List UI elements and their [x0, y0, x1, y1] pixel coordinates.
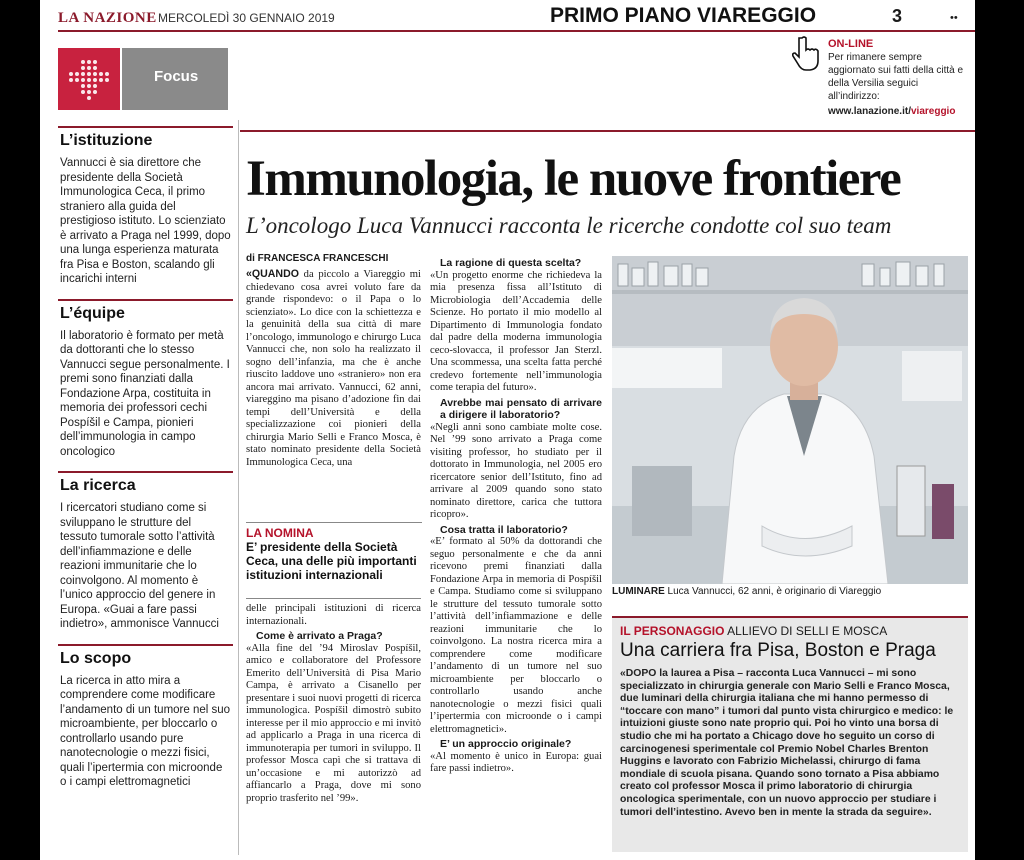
article-byline: di FRANCESCA FRANCESCHI	[246, 253, 389, 264]
interview-answer: «Un progetto enorme che richiedeva la mia presenza fissa all’Istituto di Microbiologia dell’Accademia delle Scienze. Ho portato il mio modello al Dipartimento di Immunologia fondato dal padre della moderna immunologia ceco-slovacca, il professor Jan Sterzl. Una scommessa, una scelta fatta perché credevo fortemente nell’immunologia come terapia del futuro».	[430, 269, 602, 393]
portrait-photo	[612, 256, 968, 584]
online-box	[828, 38, 968, 118]
focus-logo	[58, 48, 120, 110]
nomina-callout	[246, 522, 422, 582]
sidebar-box-scopo	[58, 644, 233, 796]
interview-answer: «Negli anni sono cambiate molte cose. Nel ’99 sono arrivato a Praga come visiting professor, ho studiato per il dottorato in Immunologia, nel 2005 ero ricercatore senior dell’Istituto, fino ad arrivare al 2009 quando sono stato nominato direttore, carica che tuttora ricopro».	[430, 421, 602, 520]
online-url-base: www.lanazione.it/	[828, 106, 911, 117]
interview-question: La ragione di questa scelta?	[440, 257, 582, 269]
box-kicker	[620, 624, 960, 638]
lead-word: «QUANDO	[246, 268, 299, 280]
sidebar-box-equipe	[58, 299, 233, 466]
caption-label: LUMINARE	[612, 586, 665, 597]
focus-label: Focus	[122, 48, 228, 110]
interview-answer: «E’ formato al 50% da dottorandi che seguo personalmente e che da anni ricevono premi finanziati dalla Fondazione Arpa in memoria di Pospíšil e Campa. Studiamo come si sviluppano le strutture del tessuto tumorale sotto l’attività dell’infiammazione e delle reazioni immunitarie che lo coinvolgono. La nostra ricerca mira a comprendere come modificare l’andamento di un tumore nel suo microambiente per bloccarlo o controllarlo usando anche nanotecnologie o mezzi fisici quali l’ipertermia con microonde o i campi elettromagnetici».	[430, 536, 602, 735]
interview-question: Cosa tratta il laboratorio?	[440, 523, 568, 536]
pointing-hand-icon	[792, 36, 822, 72]
article-paragraph	[246, 268, 421, 469]
issue-date: MERCOLEDÌ 30 GENNAIO 2019	[158, 11, 335, 25]
box-title: Una carriera fra Pisa, Boston e Praga	[620, 640, 936, 661]
interview-question: E’ un approccio originale?	[440, 738, 572, 750]
sidebar-box-istituzione	[58, 126, 233, 293]
sidebar	[58, 120, 233, 796]
page-number: 3	[892, 6, 903, 26]
newspaper-page	[40, 0, 975, 860]
sidebar-title: L’équipe	[58, 299, 233, 325]
nomina-label: LA NOMINA	[246, 526, 314, 540]
newspaper-brand: LA NAZIONE	[58, 10, 157, 26]
section-title: PRIMO PIANO VIAREGGIO	[550, 4, 817, 27]
sidebar-text: Il laboratorio è formato per metà da dottoranti che lo stesso Vannucci segue personalmente. I premi sono finanziati dalla Fondazione Arpa, costituita in memoria dei professori cechi Pospíšil e Campa, pionieri dell’immunologia in campo oncologico	[60, 329, 230, 458]
sidebar-box-ricerca	[58, 471, 233, 638]
sidebar-text: Vannucci è sia direttore che presidente della Società Immunologica Ceca, il primo straniero alla guida del prestigioso istituto. Lo scienziato è arrivato a Praga nel 1999, dopo una lunga esperienza maturata fra Pisa e Boston, scalando gli incarichi interni	[60, 157, 231, 285]
box-label: IL PERSONAGGIO	[620, 624, 725, 638]
personaggio-box	[612, 616, 968, 852]
online-url[interactable]	[828, 105, 968, 118]
article-column-2	[430, 255, 602, 776]
online-title: ON-LINE	[828, 38, 874, 50]
interview-answer: «Al momento è unico in Europa: guai fare passi indietro».	[430, 750, 602, 774]
interview-question: Come è arrivato a Praga?	[256, 630, 383, 642]
article-column-1-continued	[246, 598, 421, 805]
sidebar-text: La ricerca in atto mira a comprendere come modificare l’andamento di un tumore nel suo microambiente, per bloccarlo o controllarlo usando pure nanotecnologie o mezzi fisici, quali l’ipertermia con microonde o i campi elettromagnetici	[60, 674, 231, 788]
box-text: «DOPO la laurea a Pisa – racconta Luca Vannucci – mi sono specializzato in chirurgia generale con Mario Selli e Franco Mosca, due luminari della chirurgia italiana che mi hanno permesso di “toccare con mano” i tumori dal punto vista chirurgico e medico: le intuizioni giuste sono nate proprio qui. Poi ho vinto una borsa di studio che mi ha portato a Chicago dove ho seguito un corso di carcinogenesi sperimentale col Premio Nobel Charles Brenton Huggins e lavorato con Fabrizio Michelassi, chirurgo di fama mondiale di scuola pisana. Quando sono tornato a Pisa abbiamo creato col professor Mosca il primo laboratorio di chirurgia oncologica sperimentale, con un nuovo approccio per studiare i tumori dell’intestino. Avevo ben in mente la strada da seguire».	[620, 668, 954, 818]
lead-text: da piccolo a Viareggio mi chiedevano cosa avrei voluto fare da grande rispondevo: o il Papa o lo scienziato». Lo dice con la schiettezza e la genuinità della sua città di mare l’oncologo, immunologo e chirurgo Luca Vannucci che, non solo ha realizzato il sogno dell’infanzia, ma che è anche riuscito laddove uno «straniero» non era ancora mai arrivato. Vannucci, 62 anni, viareggino ma pisano d’adozione fin dai tempi dell’Università e della specializzazione coi pionieri della chirurgia Mario Selli e Franco Mosca, è stato nominato presidente della Società Immunologica Ceca, una	[246, 269, 421, 468]
corner-dots: ••	[950, 12, 958, 24]
sidebar-text: I ricercatori studiano come si sviluppano le strutture del tessuto tumorale sotto l’attività dell’infiammazione e delle reazioni immunitarie che lo coinvolgono. Al momento è l’unico approccio del genere in Europa. «Guai a fare passi indietro», ammonisce Vannucci	[60, 502, 219, 630]
sidebar-title: L’istituzione	[58, 126, 233, 152]
column-divider	[238, 120, 239, 855]
header-rule	[58, 30, 975, 32]
interview-answer: «Alla fine del ’94 Miroslav Pospíšil, amico e collaboratore del Professore Emerito dell’Università di Pisa Mario Campa, è arrivato a Cisanello per presentare i suoi nuovi progetti di ricerca immunologica. Pospíšil dimostrò subito interesse per il mio approccio e mi invitò ad applicarlo a Praga in una ricerca di immunoterapia per tumori in sviluppo. Il professor Mosca capì che si trattava di un’occasione e mi autorizzò ad affiancarlo a Praga, dove mi sono proprio trasferito nel ’99».	[246, 642, 421, 804]
sidebar-title: Lo scopo	[58, 644, 233, 670]
box-label-rest: ALLIEVO DI SELLI E MOSCA	[724, 624, 888, 638]
photo-caption	[612, 584, 968, 597]
online-url-path: viareggio	[910, 106, 956, 117]
online-text: Per rimanere sempre aggiornato sui fatti della città e della Versilia seguici all’indirizzo:	[828, 52, 964, 102]
article-paragraph: delle principali istituzioni di ricerca internazionali.	[246, 603, 421, 627]
caption-text: Luca Vannucci, 62 anni, è originario di Viareggio	[664, 586, 882, 597]
article-top-rule	[240, 130, 975, 132]
lab-portrait-image	[612, 256, 968, 584]
article-headline: Immunologia, le nuove frontiere	[246, 151, 901, 207]
dot-cross-icon	[58, 48, 120, 110]
article-column-1	[246, 268, 421, 469]
article-subheadline: L’oncologo Luca Vannucci racconta le ricerche condotte col suo team	[246, 213, 892, 238]
nomina-text: E’ presidente della Società Ceca, una delle più importanti istituzioni internazionali	[246, 540, 417, 582]
sidebar-title: La ricerca	[58, 471, 233, 497]
interview-question: Avrebbe mai pensato di arrivare a dirigere il laboratorio?	[440, 396, 602, 421]
